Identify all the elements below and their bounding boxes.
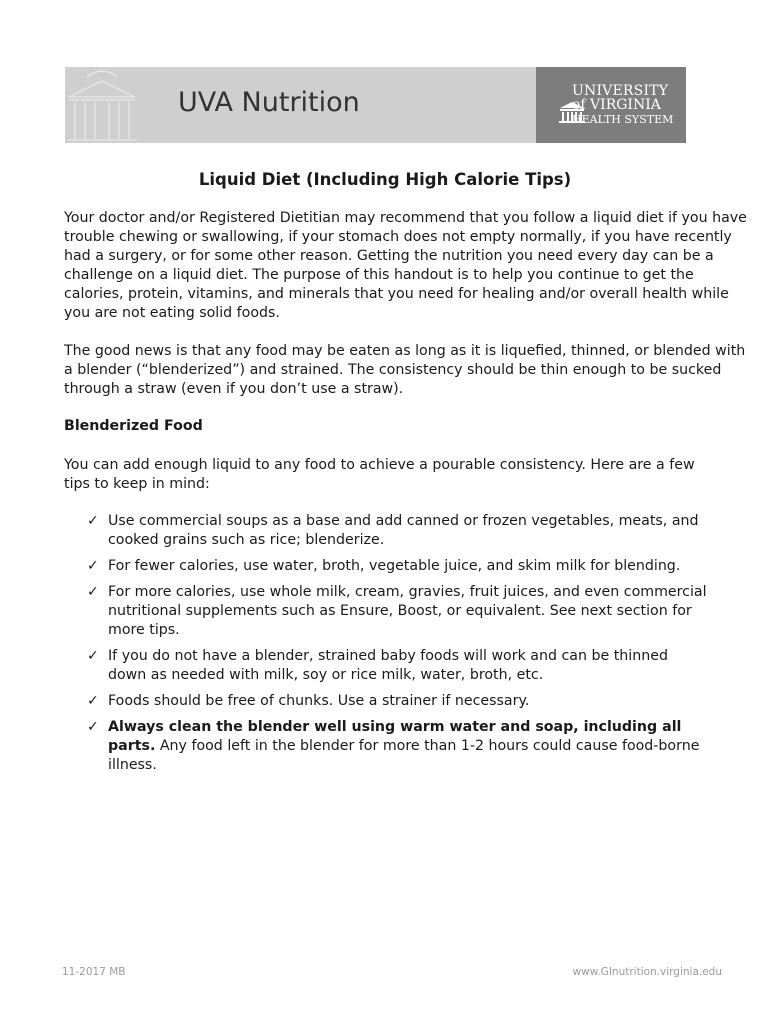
tip-text: For more calories, use whole milk, cream, gravies, fruit juices, and even commercial nutritional supplements such as Ensure, Boost, or equivalent. See next section for more tips.: [108, 584, 707, 638]
checkmark-icon: ✓: [87, 584, 99, 600]
list-item: [87, 647, 707, 685]
tip-text: If you do not have a blender, strained baby foods will work and can be thinned down as needed with milk, soy or rice milk, water, broth, etc.: [108, 648, 668, 683]
checkmark-icon: ✓: [87, 648, 99, 664]
list-item: [87, 557, 707, 576]
section-heading: Blenderized Food: [64, 418, 203, 434]
footer-date: 11-2017 MB: [62, 966, 126, 978]
tip-text: Foods should be free of chunks. Use a strainer if necessary.: [108, 693, 530, 709]
list-item: [87, 512, 707, 550]
rotunda-watermark-icon: [65, 67, 140, 143]
tip-text: Use commercial soups as a base and add canned or frozen vegetables, meats, and cooked grains such as rice; blenderize.: [108, 513, 699, 548]
checkmark-icon: ✓: [87, 693, 99, 709]
footer-url: www.GInutrition.virginia.edu: [572, 966, 722, 978]
section-intro-paragraph: You can add enough liquid to any food to achieve a pourable consistency. Here are a few tips to keep in mind:: [64, 457, 695, 492]
intro-paragraph: Your doctor and/or Registered Dietitian may recommend that you follow a liquid diet if you have trouble chewing or swallowing, if your stomach does not empty normally, if you have recently had a surgery, or for some other reason. Getting the nutrition you need every day can be a challenge on a liquid diet. The purpose of this handout is to help you continue to get the calories, protein, vitamins, and minerals that you need for healing and/or overall health while you are not eating solid foods.: [64, 210, 747, 321]
tip-bold-text: Always clean the blender well using warm water and soap, including all parts.: [108, 719, 682, 754]
checkmark-icon: ✓: [87, 719, 99, 735]
logo-line-1: UNIVERSITY: [572, 83, 669, 99]
header-banner: [65, 67, 686, 143]
logo-line-3: HEALTH SYSTEM: [572, 113, 674, 126]
banner-title: UVA Nutrition: [178, 87, 360, 118]
good-news-paragraph: The good news is that any food may be eaten as long as it is liquefied, thinned, or blended with a blender (“blenderized”) and strained. The consistency should be thin enough to be sucked through a straw (even if you don’t use a straw).: [64, 343, 746, 397]
tips-checklist: [87, 512, 707, 782]
logo-line-2: of VIRGINIA: [572, 97, 661, 113]
list-item: [87, 583, 707, 640]
list-item: [87, 692, 707, 711]
list-item: [87, 718, 707, 775]
uva-health-logo: [536, 67, 686, 143]
logo-wordmark: [572, 84, 673, 125]
document-title: Liquid Diet (Including High Calorie Tips): [198, 170, 572, 189]
checkmark-icon: ✓: [87, 558, 99, 574]
tip-text: For fewer calories, use water, broth, vegetable juice, and skim milk for blending.: [108, 558, 681, 574]
checkmark-icon: ✓: [87, 513, 99, 529]
tip-text: Any food left in the blender for more than 1-2 hours could cause food-borne illness.: [108, 738, 700, 773]
